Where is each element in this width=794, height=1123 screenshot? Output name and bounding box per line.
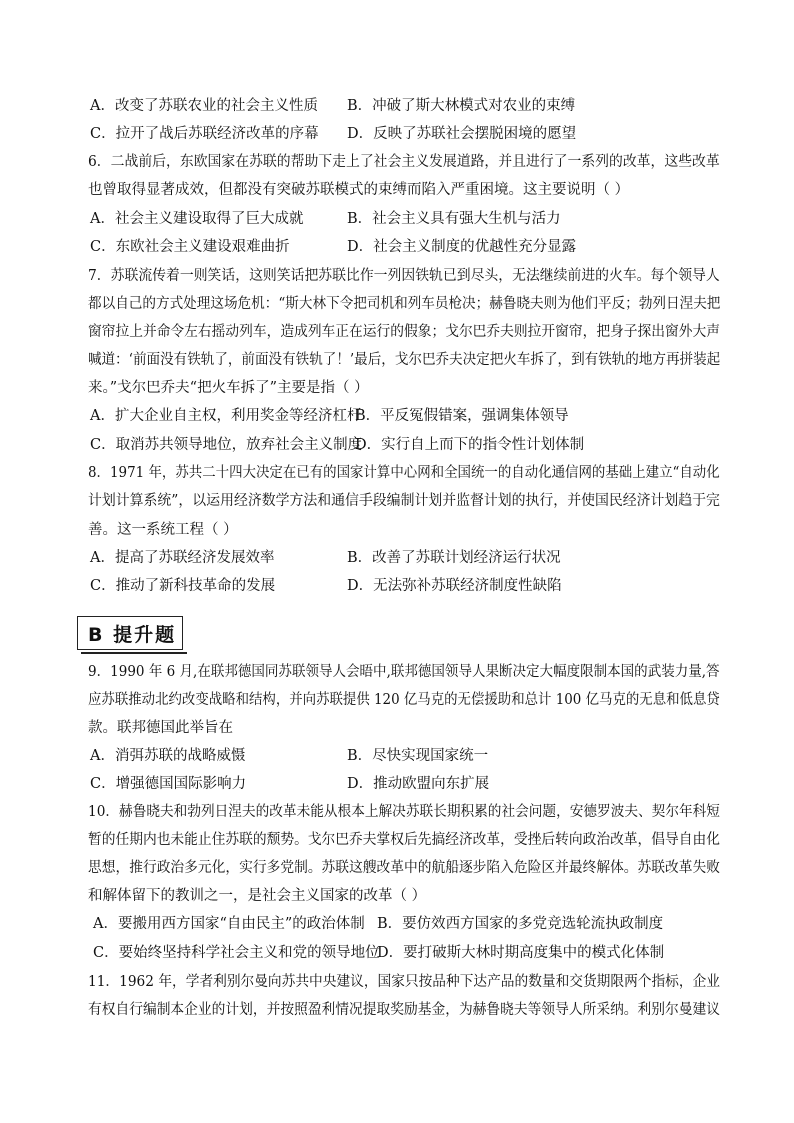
section-heading-title: B 提升题 (88, 623, 177, 646)
q7-stem-line-2: 都以自己的方式处理这场危机：“斯大林下令把司机和列车员枪决；赫鲁晓夫则为他们平反；勃列日涅夫把 (88, 296, 721, 312)
q10-stem-line-3: 思想，推行政治多元化，实行多党制。苏联这艘改革中的航船逐步陷入危险区并最终解体。苏联改革失败 (88, 860, 720, 876)
q9-option-d: D．推动欧盟向东扩展 (347, 776, 490, 792)
q10-stem-line-2: 暂的任期内也未能止住苏联的颓势。戈尔巴乔夫掌权后先搞经济改革，受挫后转向政治改革，倡导自由化 (88, 832, 720, 848)
q9-option-c: C．增强德国国际影响力 (90, 776, 247, 792)
q8-option-a: A．提高了苏联经济发展效率 (90, 550, 275, 566)
q6-option-b: B．社会主义具有强大生机与活力 (347, 211, 561, 227)
q8-stem-line-3: 善。这一系统工程（ ） (88, 522, 238, 538)
q5-option-c: C．拉开了战后苏联经济改革的序幕 (90, 126, 319, 142)
section-heading-box (77, 616, 183, 650)
q9-option-b: B．尽快实现国家统一 (347, 748, 489, 764)
q6-stem-line-1: 6．二战前后，东欧国家在苏联的帮助下走上了社会主义发展道路，并且进行了一系列的改革，这些改革 (88, 154, 720, 170)
q5-option-a: A．改变了苏联农业的社会主义性质 (90, 98, 318, 114)
q9-option-a: A．消弭苏联的战略威慑 (90, 748, 246, 764)
q6-option-a: A．社会主义建设取得了巨大成就 (90, 211, 304, 227)
q6-option-d: D．社会主义制度的优越性充分显露 (347, 239, 577, 255)
q7-option-d: D．实行自上而下的指令性计划体制 (355, 437, 585, 453)
q7-option-c: C．取消苏共领导地位，放弃社会主义制度 (90, 437, 363, 453)
q10-stem-line-1: 10．赫鲁晓夫和勃列日涅夫的改革未能从根本上解决苏联长期积累的社会问题，安德罗波夫、契尔年科短 (88, 804, 720, 820)
q10-stem-line-4: 和解体留下的教训之一，是社会主义国家的改革（ ） (88, 888, 427, 904)
q9-stem-line-1: 9．1990 年 6 月,在联邦德国同苏联领导人会晤中,联邦德国领导人果断决定大幅度限制本国的武装力量,答 (88, 664, 720, 680)
q10-option-c: C．要始终坚持科学社会主义和党的领导地位 (93, 945, 380, 961)
q7-option-a: A．扩大企业自主权，利用奖金等经济杠杆 (90, 408, 362, 424)
q8-option-b: B．改善了苏联计划经济运行状况 (347, 550, 561, 566)
q7-stem-line-5: 来。”戈尔巴乔夫“把火车拆了”主要是指（ ） (88, 380, 369, 396)
q10-option-a: A．要搬用西方国家“自由民主”的政治体制 (93, 916, 365, 932)
q11-stem-line-1: 11．1962 年，学者利别尔曼向苏共中央建议，国家只按品种下达产品的数量和交货期限两个指标，企业 (88, 974, 720, 990)
q8-stem-line-1: 8．1971 年，苏共二十四大决定在已有的国家计算中心网和全国统一的自动化通信网的基础上建立“自动化 (88, 465, 720, 481)
q8-stem-line-2: 计划计算系统”，以运用经济数学方法和通信手段编制计划并监督计划的执行，并使国民经济计划趋于完 (88, 493, 720, 509)
q6-stem-line-2: 也曾取得显著成效，但都没有突破苏联模式的束缚而陷入严重困境。这主要说明（ ） (88, 182, 630, 198)
q5-option-d: D．反映了苏联社会摆脱困境的愿望 (347, 126, 577, 142)
q6-option-c: C．东欧社会主义建设艰难曲折 (90, 239, 290, 255)
q9-stem-line-2: 应苏联推动北约改变战略和结构，并向苏联提供 120 亿马克的无偿援助和总计 100 亿马克的无息和低息贷 (88, 692, 720, 708)
q10-option-b: B．要仿效西方国家的多党竞选轮流执政制度 (377, 916, 664, 932)
q10-option-d: D．要打破斯大林时期高度集中的模式化体制 (377, 945, 665, 961)
q7-option-b: B．平反冤假错案，强调集体领导 (355, 408, 569, 424)
q7-stem-line-1: 7．苏联流传着一则笑话，这则笑话把苏联比作一列因铁轨已到尽头，无法继续前进的火车。每个领导人 (88, 268, 720, 284)
q7-stem-line-4: 喊道：‘前面没有铁轨了，前面没有铁轨了！’最后，戈尔巴乔夫决定把火车拆了，到有铁轨的地方再拼装起 (88, 352, 721, 368)
q11-stem-line-2: 有权自行编制本企业的计划，并按照盈利情况提取奖励基金，为赫鲁晓夫等领导人所采纳。利别尔曼建议 (88, 1002, 720, 1018)
q8-option-c: C．推动了新科技革命的发展 (90, 578, 276, 594)
q5-option-b: B．冲破了斯大林模式对农业的束缚 (347, 98, 576, 114)
q7-stem-line-3: 窗帘拉上并命令左右摇动列车，造成列车正在运行的假象；戈尔巴乔夫则拉开窗帘，把身子探出窗外大声 (88, 324, 720, 340)
q8-option-d: D．无法弥补苏联经济制度性缺陷 (347, 578, 562, 594)
q9-stem-line-3: 款。联邦德国此举旨在 (88, 720, 233, 736)
